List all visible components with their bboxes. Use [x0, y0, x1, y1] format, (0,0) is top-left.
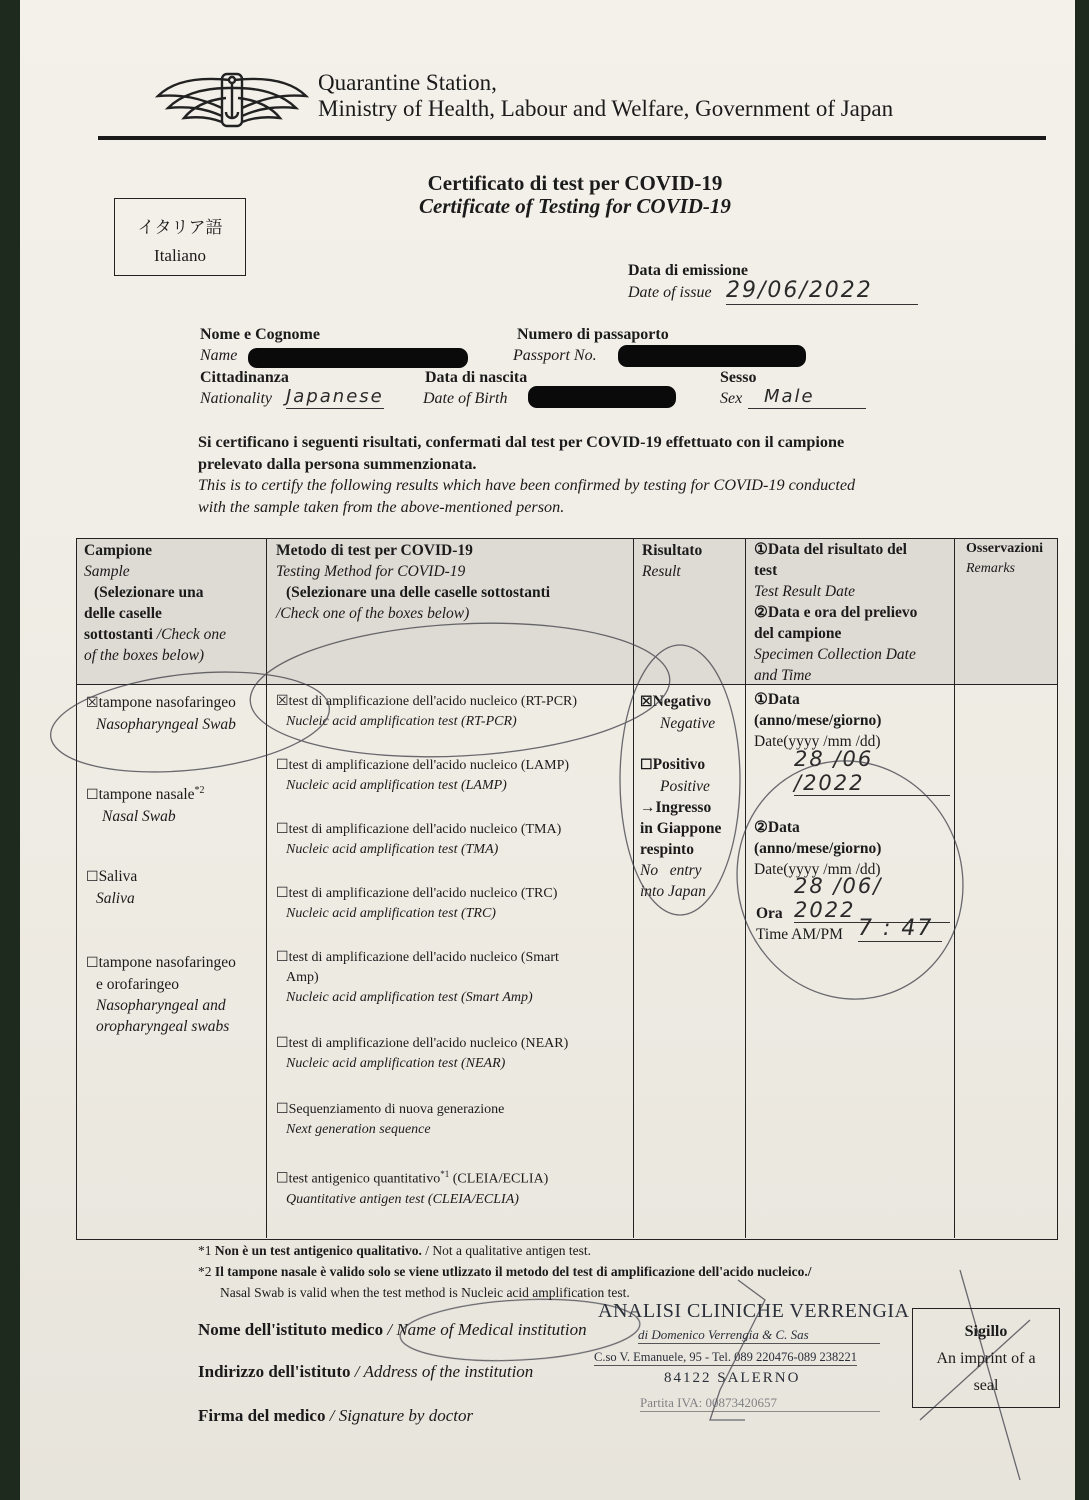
language-it: Italiano	[154, 246, 206, 265]
sample-4-en: Nasopharyngeal and	[96, 997, 226, 1014]
issue-date-value: 29/06/2022	[726, 278, 918, 305]
title-it: Certificato di test per COVID-19	[427, 171, 723, 195]
header-sample-en: Sample	[84, 563, 130, 580]
checkbox-icon[interactable]: ☐	[276, 886, 289, 901]
method-8-en: Quantitative antigen test (CLEIA/ECLIA)	[286, 1191, 519, 1207]
header-method-note1: (Selezionare una delle caselle sottostanti	[286, 584, 551, 601]
header-sample-note3: sottostanti	[84, 626, 153, 643]
date2-value: 28 /06/ 2022	[794, 874, 950, 923]
date1-format: Date(yyyy /mm /dd)	[754, 733, 881, 750]
header-date-1: ①Data del risultato del	[754, 541, 907, 558]
checkbox-icon[interactable]: ☐	[276, 1171, 289, 1187]
method-5-en: Nucleic acid amplification test (Smart Amp)	[286, 990, 533, 1005]
date2-format: Date(yyyy /mm /dd)	[754, 861, 881, 878]
stamp-line4: 84122 SALERNO	[664, 1370, 801, 1386]
footnote1-mark: *1	[198, 1243, 212, 1258]
checkbox-icon[interactable]: ☐	[86, 788, 99, 804]
result-negative-en: Negative	[660, 715, 716, 732]
method-6-it: test di amplificazione dell'acido nucleico (NEAR)	[288, 1036, 569, 1051]
header-date-2: test	[754, 562, 778, 579]
header-sample-note1: (Selezionare una	[94, 584, 204, 601]
checkbox-icon[interactable]: ☐	[276, 950, 289, 965]
sex-label-en: Sex	[720, 390, 743, 407]
method-1-it: test di amplificazione dell'acido nucleico (RT-PCR)	[288, 694, 578, 709]
date2-label: ②Data	[754, 819, 800, 836]
signature-en: / Signature by doctor	[325, 1406, 474, 1425]
footnote2-en: Nasal Swab is valid when the test method is Nucleic acid amplification test.	[220, 1285, 630, 1300]
method-1-en: Nucleic acid amplification test (RT-PCR)	[286, 714, 517, 729]
header-method-en: Testing Method for COVID-19	[276, 563, 466, 580]
header-result-en: Result	[642, 563, 681, 580]
header-method-it: Metodo di test per COVID-19	[276, 542, 473, 559]
statement-en2: with the sample taken from the above-mentioned person.	[198, 497, 565, 516]
issue-date-label-it: Data di emissione	[628, 262, 748, 279]
date1-label: ①Data	[754, 691, 800, 708]
header-sample-note5: of the boxes below)	[84, 647, 205, 664]
name-label-en: Name	[200, 347, 238, 364]
header-date-3: Test Result Date	[754, 583, 856, 600]
header-method-note2: /Check one of the boxes below)	[276, 605, 470, 622]
signature-it: Firma del medico	[198, 1406, 326, 1425]
header-result-it: Risultato	[642, 542, 703, 559]
checkbox-icon[interactable]: ☐	[276, 758, 289, 773]
method-3-en: Nucleic acid amplification test (TMA)	[286, 842, 499, 857]
method-8-tail: (CLEIA/ECLIA)	[449, 1171, 549, 1187]
header-sample-it: Campione	[84, 542, 153, 559]
statement-en1: This is to certify the following results which have been confirmed by testing for COVID-19 conducted	[198, 476, 856, 494]
seal-en2: seal	[973, 1377, 999, 1394]
checkbox-icon[interactable]: ☐	[86, 956, 99, 971]
institution-address-row	[198, 1362, 533, 1382]
method-2-it: test di amplificazione dell'acido nucleico (LAMP)	[288, 758, 570, 773]
certificate-page	[20, 0, 1075, 1500]
checkbox-icon[interactable]: ☐	[640, 758, 653, 773]
time-label-en: Time AM/PM	[756, 926, 843, 943]
date2-sub: (anno/mese/giorno)	[754, 840, 882, 857]
date1-value: 28 /06 /2022	[794, 747, 950, 796]
method-2-en: Nucleic acid amplification test (LAMP)	[286, 778, 507, 793]
method-8-sup: *1	[440, 1169, 450, 1179]
seal-en1: An imprint of a	[936, 1350, 1036, 1367]
result-positive-note1: →Ingresso	[640, 799, 712, 816]
institution-name-en: / Name of Medical institution	[383, 1320, 587, 1339]
footnote2-mark: *2	[198, 1264, 212, 1279]
name-label-it: Nome e Cognome	[200, 326, 320, 343]
dob-label-it: Data di nascita	[425, 369, 528, 386]
result-positive-note3: respinto	[640, 841, 694, 858]
method-4-it: test di amplificazione dell'acido nucleico (TRC)	[288, 886, 558, 901]
checkbox-icon[interactable]: ☐	[86, 870, 99, 885]
sample-1-en: Nasopharyngeal Swab	[96, 716, 236, 733]
checkbox-checked-icon[interactable]: ☒	[276, 694, 289, 709]
statement-it1: Si certificano i seguenti risultati, confermati dal test per COVID-19 effettuato con il campione	[198, 433, 845, 451]
statement-it2: prelevato dalla persona summenzionata.	[198, 454, 477, 473]
result-positive-note4: No entry	[640, 862, 702, 879]
result-positive-it: Positivo	[652, 756, 706, 773]
header-remarks-en: Remarks	[966, 561, 1015, 576]
passport-label-it: Numero di passaporto	[517, 326, 669, 343]
header-date-4: ②Data e ora del prelievo	[754, 604, 918, 621]
stamp-line2: di Domenico Verrengia & C. Sas	[638, 1327, 880, 1344]
sample-4-en2: oropharyngeal swabs	[96, 1018, 230, 1035]
sample-2-sup: *2	[194, 785, 205, 796]
stamp-line1: ANALISI CLINICHE VERRENGIA	[598, 1300, 910, 1322]
citizenship-label-en: Nationality	[200, 390, 272, 407]
footnote1-en: / Not a qualitative antigen test.	[421, 1243, 591, 1258]
method-6-en: Nucleic acid amplification test (NEAR)	[286, 1056, 506, 1071]
result-positive-en: Positive	[660, 778, 710, 795]
header-sample-note4: /Check one	[156, 626, 227, 643]
header-sample-note2: delle caselle	[84, 605, 162, 622]
title-en: Certificate of Testing for COVID-19	[419, 194, 731, 218]
sex-label-it: Sesso	[720, 369, 757, 386]
citizenship-label-it: Cittadinanza	[200, 369, 289, 386]
issuer-line1: Quarantine Station,	[318, 70, 497, 95]
sample-2-it: tampone nasale	[98, 786, 195, 804]
institution-name-it: Nome dell'istituto medico	[198, 1320, 384, 1339]
sample-4-it: tampone nasofaringeo	[98, 954, 236, 971]
checkbox-icon[interactable]: ☐	[276, 1102, 289, 1117]
sex-value: Male	[748, 386, 866, 409]
time-value: 7 : 47	[858, 917, 942, 942]
result-negative-it: Negativo	[652, 693, 712, 710]
header-date-5: del campione	[754, 625, 842, 642]
stamp-line5: Partita IVA: 00873420657	[640, 1395, 880, 1412]
sample-4-it2: e orofaringeo	[96, 976, 180, 993]
nationality-value: Japanese	[286, 386, 384, 407]
footnote2-it: Il tampone nasale è valido solo se viene utlizzato il metodo del test di amplificazione dell'acido nucleico./	[214, 1264, 812, 1279]
method-5-it: test di amplificazione dell'acido nucleico (Smart	[288, 950, 559, 965]
result-positive-note2: in Giappone	[640, 820, 722, 837]
stamp-line3: C.so V. Emanuele, 95 - Tel. 089 220476-089 238221	[594, 1350, 858, 1364]
institution-name-row	[198, 1320, 587, 1340]
header-remarks-it: Osservazioni	[966, 541, 1043, 556]
sample-3-it: Saliva	[98, 868, 138, 885]
institution-address-en: / Address of the institution	[350, 1362, 534, 1381]
header-date-7: and Time	[754, 667, 812, 684]
checkbox-icon[interactable]: ☐	[276, 822, 289, 837]
method-8-it: test antigenico quantitativo	[288, 1171, 441, 1187]
sample-2-en: Nasal Swab	[102, 808, 176, 826]
checkbox-checked-icon[interactable]: ☒	[640, 695, 653, 710]
sample-3-en: Saliva	[96, 890, 135, 907]
method-4-en: Nucleic acid amplification test (TRC)	[286, 906, 496, 921]
passport-label-en: Passport No.	[513, 347, 597, 364]
institution-signature-row	[198, 1406, 473, 1426]
method-7-it: Sequenziamento di nuova generazione	[288, 1102, 505, 1117]
checkbox-icon[interactable]: ☐	[276, 1036, 289, 1051]
time-label-it: Ora	[756, 905, 783, 922]
dob-label-en: Date of Birth	[423, 390, 508, 407]
method-7-en: Next generation sequence	[286, 1122, 431, 1137]
checkbox-checked-icon[interactable]: ☒	[86, 696, 99, 711]
footnotes	[198, 1240, 811, 1303]
sample-1-it: tampone nasofaringeo	[98, 694, 236, 711]
issuer-line2: Ministry of Health, Labour and Welfare, Government of Japan	[318, 96, 894, 121]
method-5-it2: Amp)	[286, 970, 319, 985]
method-3-it: test di amplificazione dell'acido nucleico (TMA)	[288, 822, 562, 837]
result-positive-note5: into Japan	[640, 883, 706, 900]
header-date-6: Specimen Collection Date	[754, 646, 916, 663]
issue-date-label-en: Date of issue	[628, 284, 712, 301]
institution-address-it: Indirizzo dell'istituto	[198, 1362, 351, 1381]
date1-sub: (anno/mese/giorno)	[754, 712, 882, 729]
seal-it: Sigillo	[964, 1323, 1008, 1340]
language-ja: イタリア語	[137, 218, 223, 238]
footnote1-it: Non è un test antigenico qualitativo.	[214, 1243, 422, 1258]
seal-box	[912, 1308, 1060, 1408]
